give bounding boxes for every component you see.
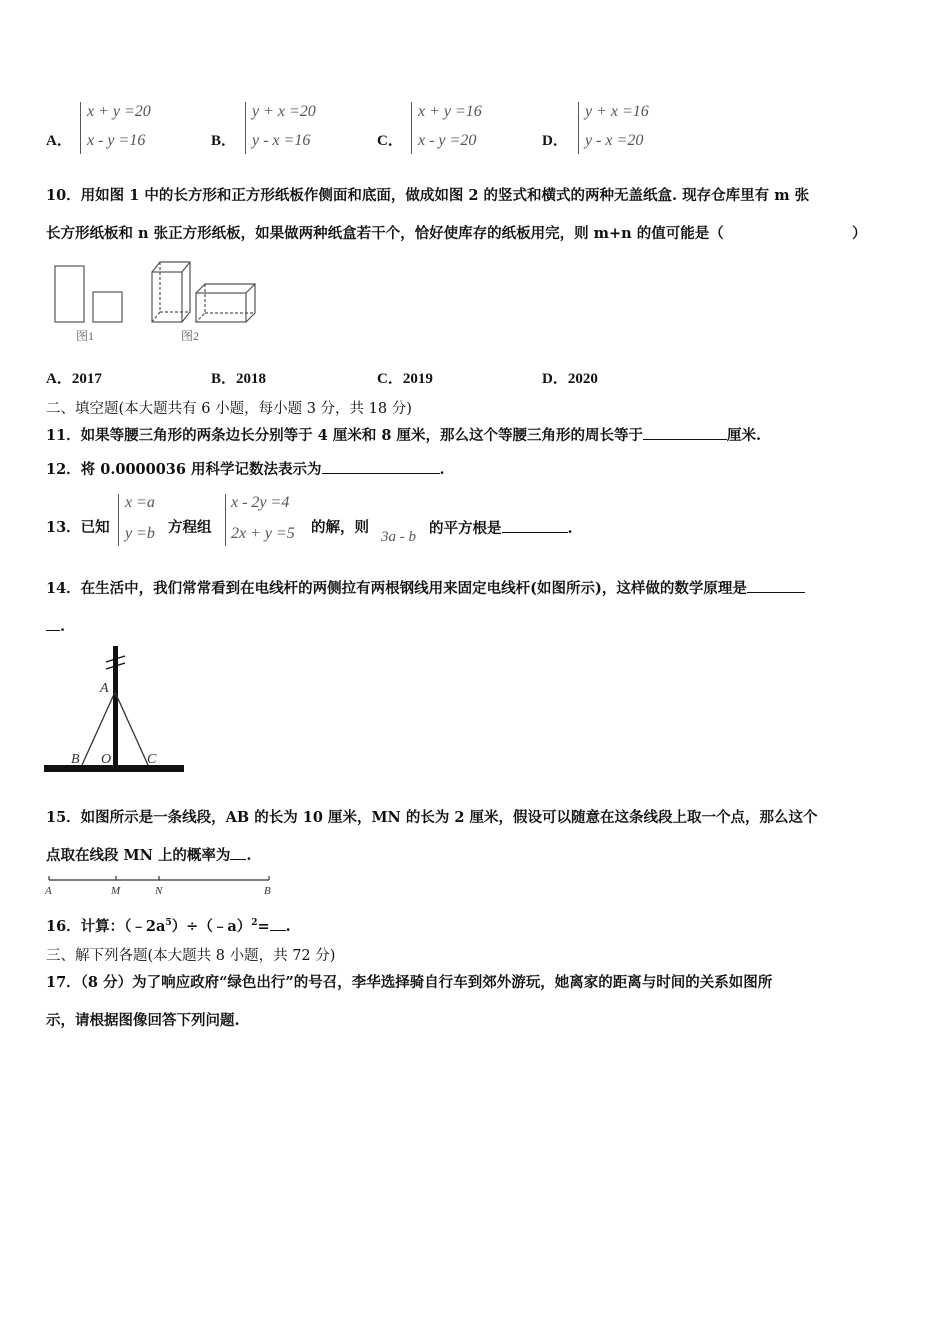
q15-line2: 点取在线段 MN 上的概率为 bbox=[46, 847, 231, 864]
q16-eq: = bbox=[257, 917, 270, 935]
utility-pole bbox=[113, 646, 118, 766]
q13-suffix-line bbox=[429, 518, 573, 539]
q12-answer-blank bbox=[322, 459, 440, 474]
q9-option-a-eq1: x + y =20 bbox=[87, 103, 151, 120]
q15-answer-blank bbox=[230, 845, 246, 860]
q9-option-c-eq1: x + y =16 bbox=[418, 103, 482, 120]
point-a-label: A bbox=[45, 885, 52, 897]
fig2-horizontal-box bbox=[196, 284, 255, 322]
fig1-rectangle bbox=[55, 266, 84, 322]
q9-option-b-eq2: y - x =16 bbox=[252, 132, 311, 149]
point-b-label: B bbox=[71, 752, 80, 767]
fig2-label: 图2 bbox=[181, 329, 200, 343]
q9-option-c-label: C． bbox=[377, 133, 403, 149]
q10-line2: 长方形纸板和 n 张正方形纸板，如果做两种纸盒若干个，恰好使库存的纸板用完，则 m+n 的值可能是（ bbox=[46, 225, 724, 242]
point-b-label: B bbox=[264, 885, 271, 897]
section3-title: 三、解下列各题(本大题共 8 小题，共 72 分) bbox=[46, 948, 336, 964]
point-a-label: A bbox=[100, 681, 109, 696]
q11-text: 11．如果等腰三角形的两条边长分别等于 4 厘米和 8 厘米，那么这个等腰三角形的周长等于 bbox=[46, 427, 644, 444]
q9-option-b-eq1: y + x =20 bbox=[252, 103, 316, 120]
q13-sol1: x =a bbox=[125, 494, 155, 511]
q9-option-d-label: D． bbox=[542, 133, 568, 149]
q13-eq2: 2x + y =5 bbox=[231, 525, 295, 542]
q15-line2-wrap bbox=[46, 845, 251, 866]
q14-figure bbox=[44, 644, 186, 776]
q14-text: 14．在生活中，我们常常看到在电线杆的两侧拉有两根钢线用来固定电线杆(如图所示)，这样做的数学原理是 bbox=[46, 580, 747, 597]
q12-line bbox=[46, 459, 445, 480]
q9-option-d-eq2: y - x =20 bbox=[585, 132, 644, 149]
fig1-label: 图1 bbox=[76, 329, 95, 343]
point-o-label: O bbox=[101, 752, 112, 767]
q9-option-a-label: A． bbox=[46, 133, 72, 149]
q9-option-b-label: B． bbox=[211, 133, 237, 149]
point-m-label: M bbox=[111, 885, 121, 897]
ground bbox=[44, 765, 184, 772]
point-c-label: C bbox=[147, 752, 157, 767]
q10-option-c: C．2019 bbox=[377, 371, 433, 387]
section2-title: 二、填空题(本大题共有 6 小题，每小题 3 分，共 18 分) bbox=[46, 401, 412, 417]
q11-answer-blank bbox=[643, 425, 727, 440]
q11-line bbox=[46, 425, 761, 446]
q12-text: 12．将 0.0000036 用科学记数法表示为 bbox=[46, 461, 322, 478]
q15-end: . bbox=[246, 847, 252, 864]
q14-answer-blank-1 bbox=[747, 578, 805, 593]
fig2-vertical-box bbox=[152, 262, 190, 322]
q10-line2-end: ） bbox=[852, 225, 867, 242]
q14-line2 bbox=[46, 616, 65, 637]
fig1-square bbox=[93, 292, 122, 322]
q9-option-d-eq1: y + x =16 bbox=[585, 103, 649, 120]
q16-end: . bbox=[285, 917, 291, 935]
point-n-label: N bbox=[155, 885, 163, 897]
q11-unit: 厘米. bbox=[727, 427, 762, 444]
q17-line1: 17．（8 分）为了响应政府“绿色出行”的号召，李华选择骑自行车到郊外游玩，她离家的距离与时间的关系如图所 bbox=[46, 974, 773, 991]
q9-option-a-eq2: x - y =16 bbox=[87, 132, 146, 149]
q16-sup2: 2 bbox=[251, 918, 258, 928]
q13-mid: 方程组 bbox=[168, 519, 212, 536]
q13-prefix: 13．已知 bbox=[46, 519, 110, 536]
q13-radicand: 3a - b bbox=[381, 529, 416, 545]
q10-figure bbox=[48, 256, 263, 348]
q15-figure bbox=[44, 872, 276, 898]
q16-answer-blank bbox=[270, 916, 286, 931]
q15-line1: 15．如图所示是一条线段，AB 的长为 10 厘米，MN 的长为 2 厘米，假设可以随意在这条线段上取一个点，那么这个 bbox=[46, 809, 818, 826]
q14-end: . bbox=[60, 618, 66, 635]
q10-line1: 10．用如图 1 中的长方形和正方形纸板作侧面和底面，做成如图 2 的竖式和横式的两种无盖纸盒. 现存仓库里有 m 张 bbox=[46, 187, 810, 204]
q10-option-d: D．2020 bbox=[542, 371, 598, 387]
q13-sol2: y =b bbox=[125, 525, 155, 542]
q14-answer-blank-2 bbox=[46, 616, 60, 631]
q10-option-b: B．2018 bbox=[211, 371, 267, 387]
q13-eq1: x - 2y =4 bbox=[231, 494, 290, 511]
q13-end: . bbox=[567, 520, 573, 537]
wire-ac bbox=[115, 692, 148, 765]
q10-option-a: A．2017 bbox=[46, 371, 102, 387]
q16-mid: ）÷（﹣a） bbox=[171, 917, 252, 935]
q16-sup1: 5 bbox=[165, 918, 172, 928]
q13-suffix: 的平方根是 bbox=[429, 520, 502, 537]
q13-answer-blank bbox=[502, 518, 568, 533]
q16-prefix: 16．计算：（﹣2a bbox=[46, 917, 166, 935]
q14-line1 bbox=[46, 578, 805, 599]
q9-option-c-eq2: x - y =20 bbox=[418, 132, 477, 149]
q13-mid2: 的解，则 bbox=[311, 519, 369, 536]
q16-line bbox=[46, 913, 291, 937]
q17-line2: 示，请根据图像回答下列问题. bbox=[46, 1012, 240, 1029]
q12-end: . bbox=[439, 461, 445, 478]
